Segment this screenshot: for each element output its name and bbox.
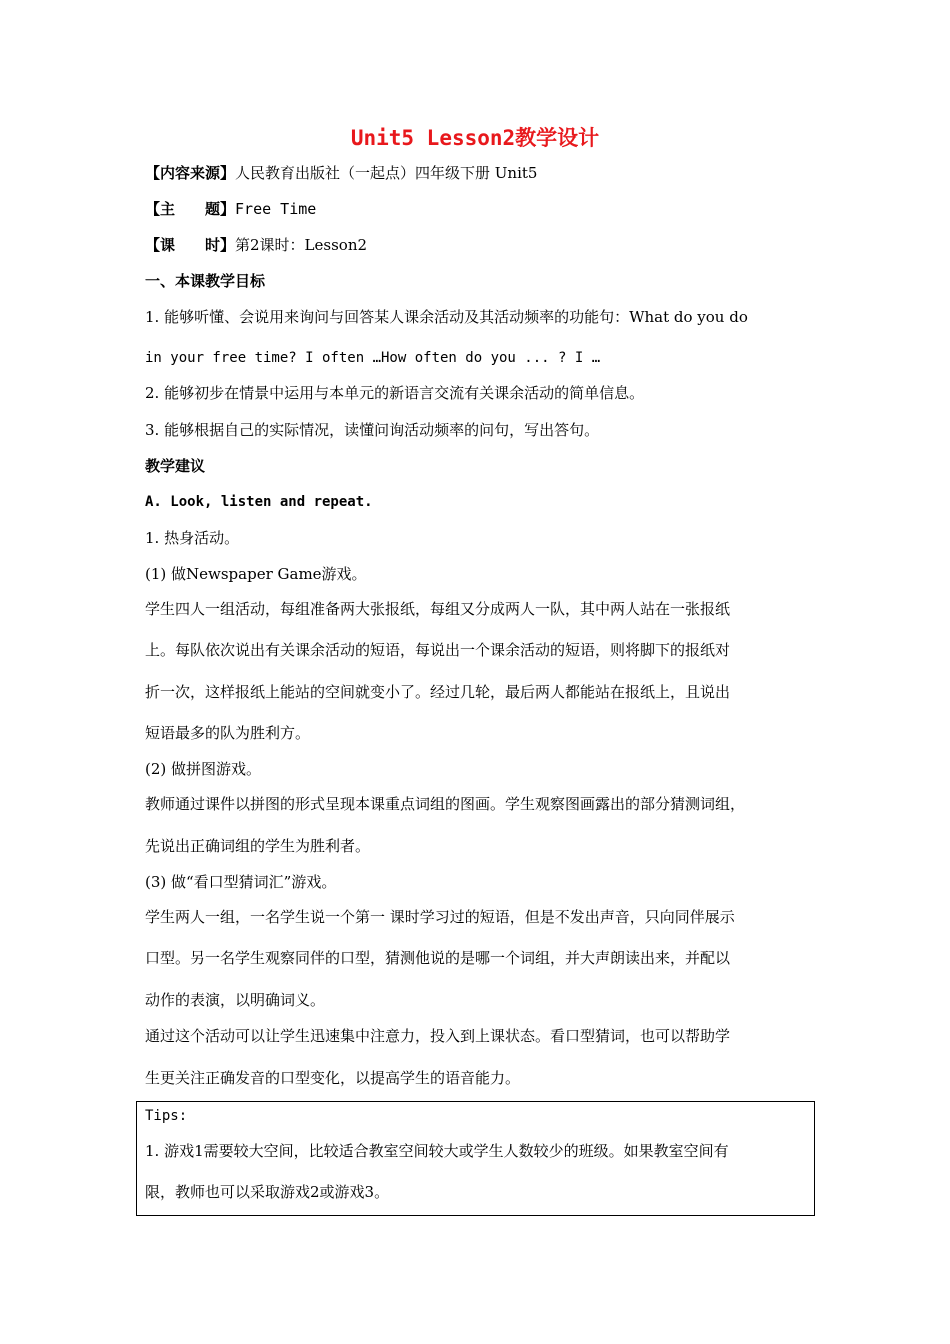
summary-line: 生更关注正确发音的口型变化，以提高学生的语音能力。: [145, 1069, 521, 1087]
section-a-heading: A. Look, listen and repeat.: [145, 494, 373, 510]
game-3-line: 口型。另一名学生观察同伴的口型，猜测他说的是哪一个词组，并大声朗读出来，并配以: [145, 949, 731, 967]
game-2-line: 先说出正确词组的学生为胜利者。: [145, 837, 371, 855]
objective-2: 2. 能够初步在情景中运用与本单元的新语言交流有关课余活动的简单信息。: [145, 384, 645, 402]
tips-box: [136, 1101, 815, 1216]
game-1-line: 折一次，这样报纸上能站的空间就变小了。经过几轮，最后两人都能站在报纸上，且说出: [145, 683, 731, 701]
topic-value: Free Time: [235, 200, 317, 218]
tips-line-2: 限，教师也可以采取游戏2或游戏3。: [145, 1183, 390, 1201]
source-label: 【内容来源】: [145, 164, 236, 182]
period-row: [145, 235, 815, 255]
step-1: 1. 热身活动。: [145, 529, 240, 547]
objective-1-line-1: 1. 能够听懂、会说用来询问与回答某人课余活动及其活动频率的功能句：What do you do: [145, 308, 748, 326]
game-2-title: (2) 做拼图游戏。: [145, 760, 262, 778]
tips-line-1: 1. 游戏1需要较大空间，比较适合教室空间较大或学生人数较少的班级。如果教室空间有: [145, 1142, 729, 1160]
game-1-line: 学生四人一组活动，每组准备两大张报纸，每组又分成两人一队，其中两人站在一张报纸: [145, 600, 731, 618]
topic-label: 【主 题】: [145, 200, 236, 218]
game-3-line: 学生两人一组，一名学生说一个第一 课时学习过的短语，但是不发出声音，只向同伴展示: [145, 908, 735, 926]
objectives-heading: 一、本课教学目标: [145, 272, 266, 290]
objective-3: 3. 能够根据自己的实际情况，读懂问询活动频率的问句，写出答句。: [145, 421, 600, 439]
tips-label: Tips:: [145, 1108, 188, 1124]
period-value: 第2课时：Lesson2: [235, 236, 368, 254]
game-1-line: 上。每队依次说出有关课余活动的短语，每说出一个课余活动的短语，则将脚下的报纸对: [145, 641, 731, 659]
game-3-title: (3) 做“看口型猜词汇”游戏。: [145, 873, 337, 891]
suggestions-heading: 教学建议: [145, 457, 206, 475]
game-1-title: (1) 做Newspaper Game游戏。: [145, 565, 367, 583]
source-row: [145, 163, 815, 183]
game-3-line: 动作的表演，以明确词义。: [145, 991, 326, 1009]
period-label: 【课 时】: [145, 236, 236, 254]
game-2-line: 教师通过课件以拼图的形式呈现本课重点词组的图画。学生观察图画露出的部分猜测词组，: [145, 795, 746, 813]
summary-line: 通过这个活动可以让学生迅速集中注意力，投入到上课状态。看口型猜词，也可以帮助学: [145, 1027, 731, 1045]
objective-1-line-2: in your free time? I often …How often do you ... ? I …: [145, 350, 601, 366]
document-title: Unit5 Lesson2教学设计: [350, 126, 600, 150]
source-value: 人民教育出版社（一起点）四年级下册 Unit5: [235, 164, 538, 182]
topic-row: [145, 199, 815, 219]
game-1-line: 短语最多的队为胜利方。: [145, 724, 311, 742]
